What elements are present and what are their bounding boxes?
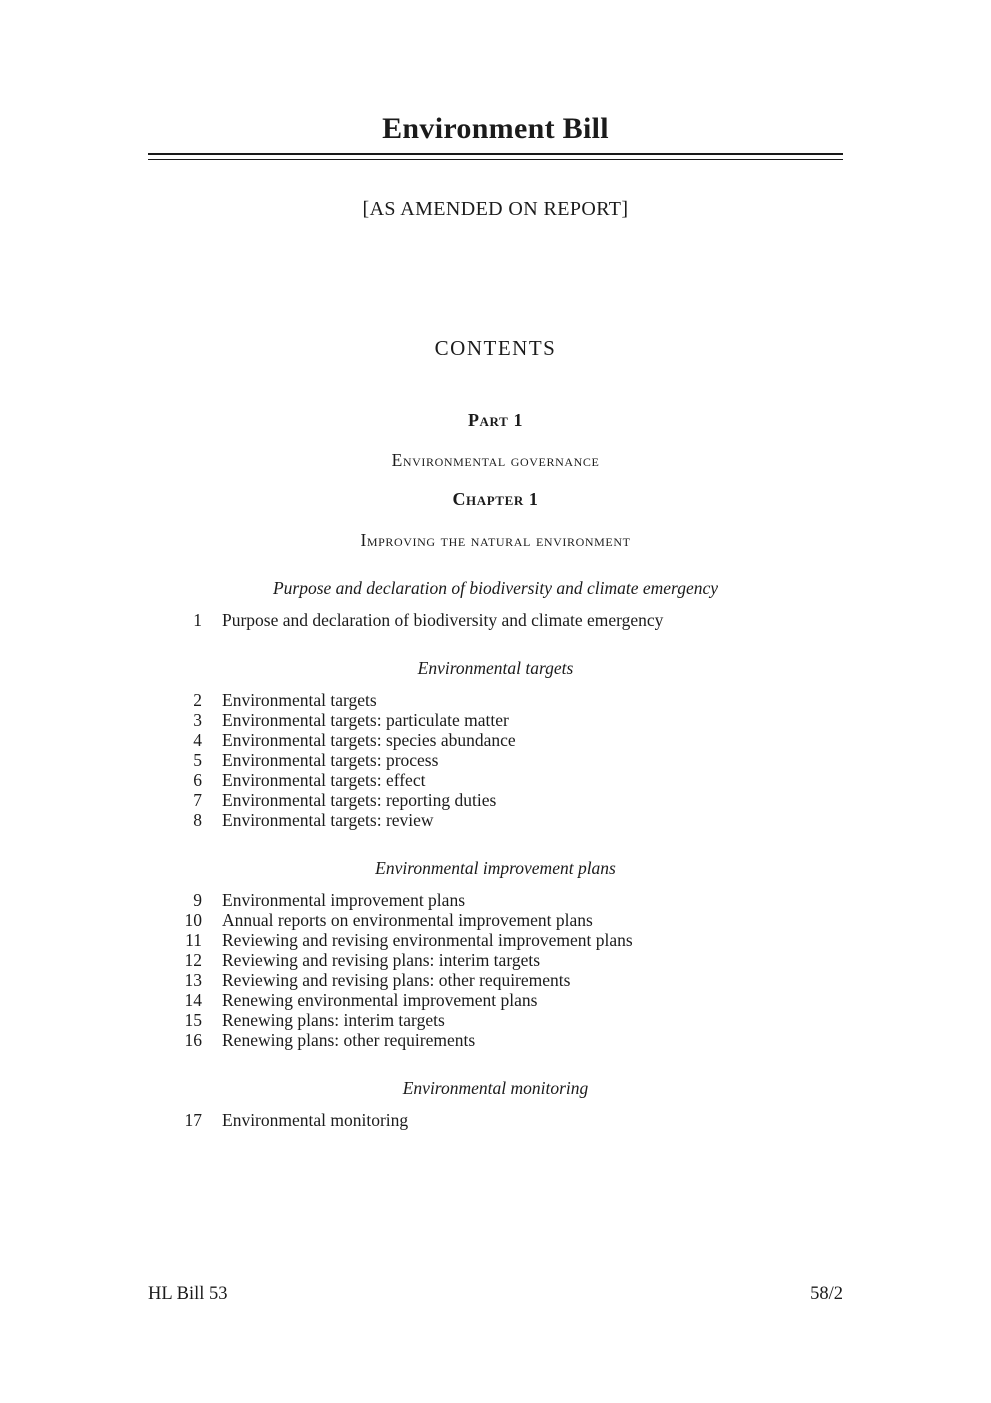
page-footer <box>148 1284 843 1305</box>
part-title: Environmental governance <box>391 450 600 470</box>
bill-print-number: HL Bill 53 <box>148 1284 228 1304</box>
clause-title: Environmental targets: effect <box>222 770 426 790</box>
chapter-label: Chapter 1 <box>452 489 539 509</box>
stage-note: [AS AMENDED ON REPORT] <box>362 198 629 220</box>
clause-number: 7 <box>193 790 202 810</box>
crossheading: Environmental improvement plans <box>375 858 616 878</box>
clause-number: 9 <box>193 890 202 910</box>
clause-number: 10 <box>184 910 202 930</box>
contents-item <box>148 930 843 950</box>
clause-title: Environmental targets: reporting duties <box>222 790 497 810</box>
contents-item <box>148 730 843 750</box>
clause-number: 13 <box>184 970 202 990</box>
clause-title: Environmental targets: review <box>222 810 434 830</box>
contents-heading: CONTENTS <box>434 336 557 360</box>
contents-item <box>148 950 843 970</box>
clause-title: Renewing plans: other requirements <box>222 1030 476 1050</box>
clause-number: 3 <box>193 710 202 730</box>
crossheading: Purpose and declaration of biodiversity and climate emergency <box>272 578 718 598</box>
clause-title: Purpose and declaration of biodiversity and climate emergency <box>222 610 664 630</box>
contents-item <box>148 990 843 1010</box>
clause-number: 16 <box>184 1030 202 1050</box>
clause-number: 11 <box>185 930 202 950</box>
crossheading: Environmental targets <box>417 658 574 678</box>
crossheading: Environmental monitoring <box>402 1078 589 1098</box>
clause-title: Environmental targets: species abundance <box>222 730 516 750</box>
clause-title: Environmental targets <box>222 690 377 710</box>
contents-item <box>148 1010 843 1030</box>
clause-number: 12 <box>184 950 202 970</box>
clause-number: 6 <box>193 770 202 790</box>
chapter-title: Improving the natural environment <box>360 530 631 550</box>
clause-number: 15 <box>184 1010 202 1030</box>
clause-number: 8 <box>193 810 202 830</box>
clause-title: Environmental targets: process <box>222 750 439 770</box>
bill-title: Environment Bill <box>382 112 609 145</box>
clause-group <box>148 890 843 1050</box>
clause-title: Reviewing and revising environmental improvement plans <box>222 930 633 950</box>
contents-item <box>148 1110 843 1130</box>
contents-item <box>148 810 843 830</box>
clause-number: 4 <box>193 730 202 750</box>
contents-item <box>148 710 843 730</box>
contents-item <box>148 750 843 770</box>
clause-number: 17 <box>184 1110 202 1130</box>
clause-title: Renewing plans: interim targets <box>222 1010 445 1030</box>
clause-group <box>148 610 843 630</box>
clause-group <box>148 1110 843 1130</box>
contents-item <box>148 910 843 930</box>
clause-title: Reviewing and revising plans: other requirements <box>222 970 571 990</box>
clause-title: Annual reports on environmental improvement plans <box>222 910 593 930</box>
clause-title: Environmental improvement plans <box>222 890 466 910</box>
contents-item <box>148 610 843 630</box>
clause-title: Environmental monitoring <box>222 1110 409 1130</box>
clause-number: 1 <box>193 610 202 630</box>
contents-item <box>148 970 843 990</box>
contents-item <box>148 770 843 790</box>
title-rule <box>148 153 843 160</box>
contents-list <box>148 578 843 1130</box>
session-number: 58/2 <box>810 1284 843 1304</box>
clause-title: Reviewing and revising plans: interim targets <box>222 950 541 970</box>
part-label: Part 1 <box>467 410 524 430</box>
contents-item <box>148 790 843 810</box>
clause-title: Environmental targets: particulate matter <box>222 710 509 730</box>
clause-title: Renewing environmental improvement plans <box>222 990 538 1010</box>
contents-item <box>148 690 843 710</box>
clause-number: 5 <box>193 750 202 770</box>
contents-item <box>148 890 843 910</box>
clause-number: 2 <box>193 690 202 710</box>
contents-item <box>148 1030 843 1050</box>
clause-group <box>148 690 843 830</box>
clause-number: 14 <box>184 990 202 1010</box>
